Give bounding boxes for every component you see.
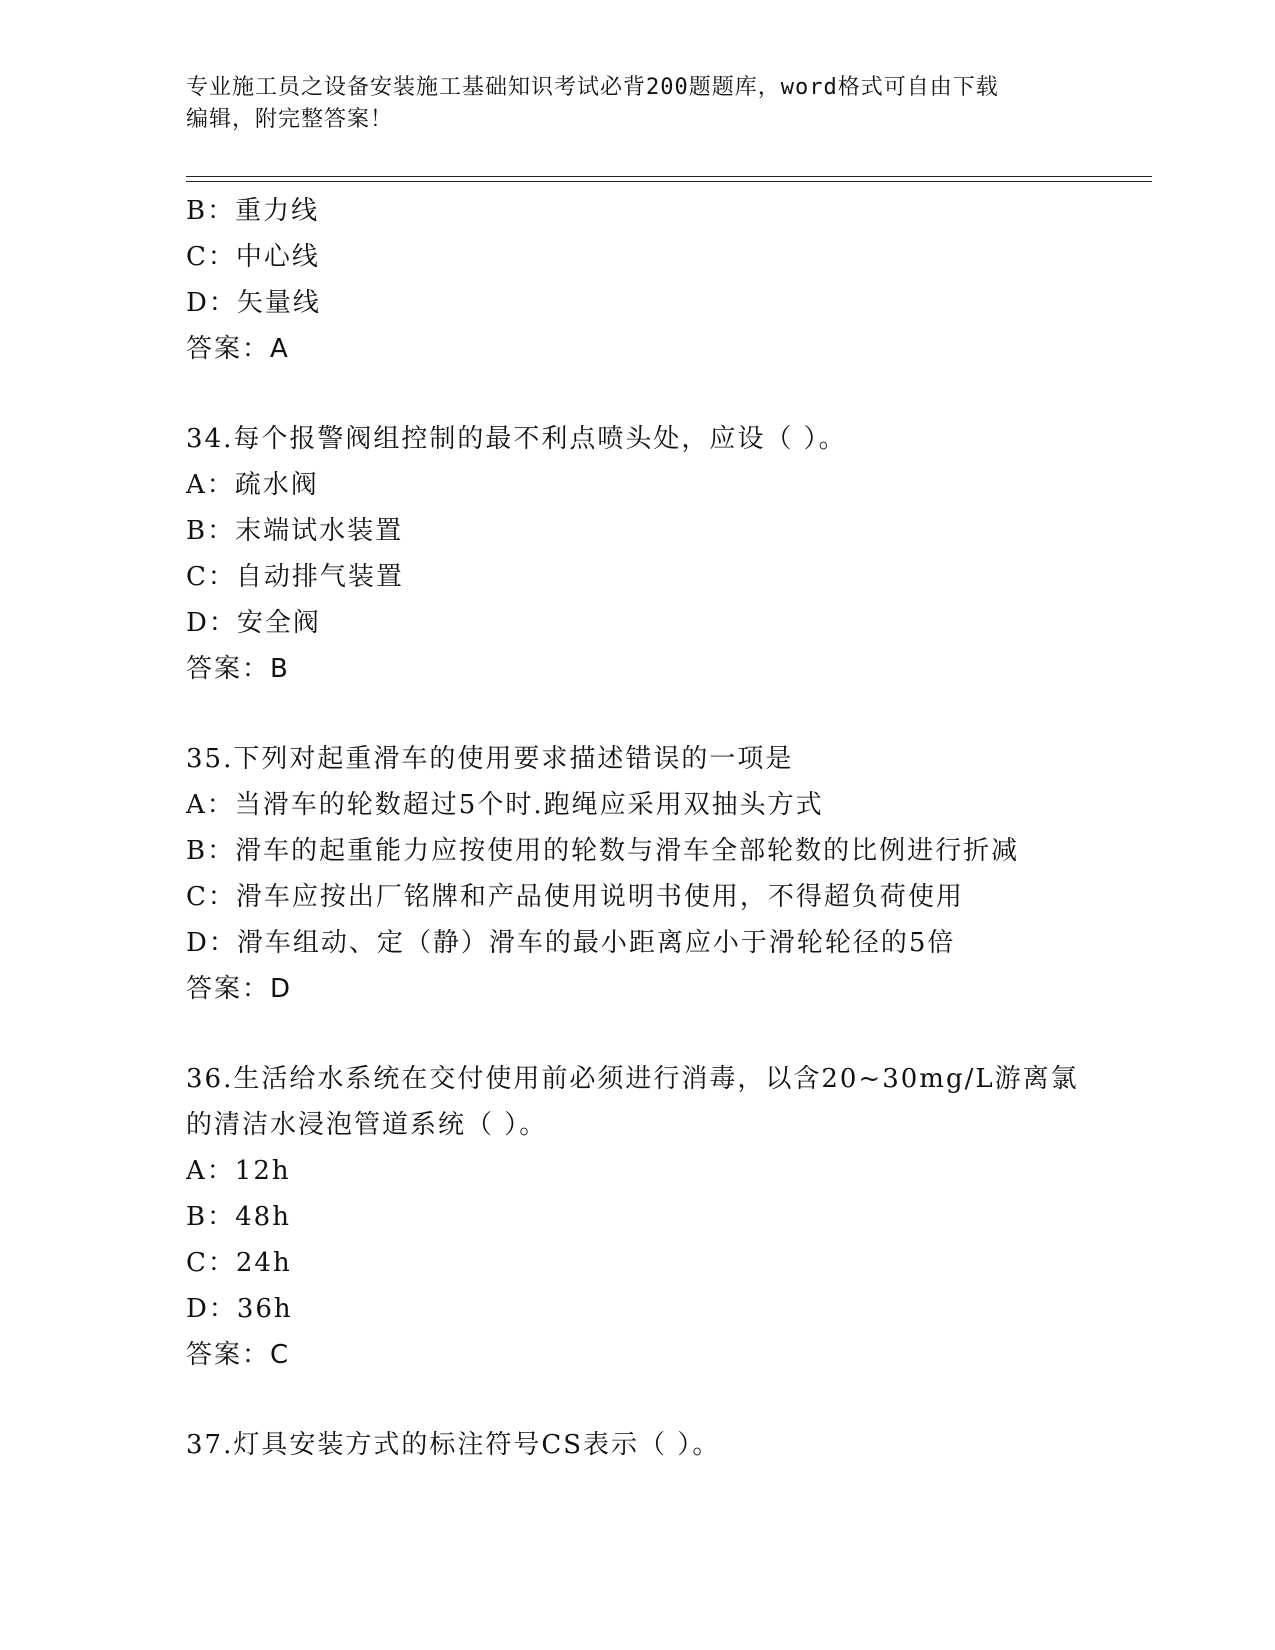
spacer (186, 692, 1146, 736)
option-d: D：滑车组动、定（静）滑车的最小距离应小于滑轮轮径的5倍 (186, 928, 956, 958)
question-block-37 (186, 1422, 1146, 1468)
header-title-line-2: 编辑，附完整答案！ (186, 107, 394, 132)
header-divider-bottom (186, 181, 1152, 182)
question-block-33 (186, 188, 1146, 372)
question-text-line-2: 的清洁水浸泡管道系统（ ）。 (186, 1110, 548, 1140)
answer-line: 答案：A (186, 334, 290, 364)
question-block-35 (186, 736, 1146, 1012)
option-a: A：当滑车的轮数超过5个时.跑绳应采用双抽头方式 (186, 790, 824, 820)
question-text: 34.每个报警阀组控制的最不利点喷头处，应设（ ）。 (186, 424, 847, 454)
header-title-line-1: 专业施工员之设备安装施工基础知识考试必背200题题库，word格式可自由下载 (186, 75, 999, 100)
option-d: D：矢量线 (186, 288, 321, 318)
question-block-34 (186, 416, 1146, 692)
question-block-36 (186, 1056, 1146, 1378)
option-b: B：重力线 (186, 196, 320, 226)
option-d: D：安全阀 (186, 608, 321, 638)
option-c: C：中心线 (186, 242, 320, 272)
question-text: 37.灯具安装方式的标注符号CS表示（ ）。 (186, 1430, 721, 1460)
question-text-line-1: 36.生活给水系统在交付使用前必须进行消毒，以含20~30mg/L游离氯 (186, 1064, 1079, 1094)
question-list (186, 188, 1146, 1468)
header-divider-top (186, 176, 1152, 177)
option-d: D：36h (186, 1294, 293, 1324)
spacer (186, 372, 1146, 416)
spacer (186, 1012, 1146, 1056)
spacer (186, 1378, 1146, 1422)
option-b: B：48h (186, 1202, 291, 1232)
document-header (186, 72, 1086, 136)
answer-line: 答案：C (186, 1340, 291, 1370)
answer-line: 答案：D (186, 974, 293, 1004)
option-b: B：滑车的起重能力应按使用的轮数与滑车全部轮数的比例进行折减 (186, 836, 1020, 866)
option-b: B：末端试水装置 (186, 516, 404, 546)
question-text: 35.下列对起重滑车的使用要求描述错误的一项是 (186, 744, 794, 774)
option-a: A：疏水阀 (186, 470, 319, 500)
option-c: C：24h (186, 1248, 292, 1278)
option-a: A：12h (186, 1156, 291, 1186)
answer-line: 答案：B (186, 654, 290, 684)
option-c: C：滑车应按出厂铭牌和产品使用说明书使用，不得超负荷使用 (186, 882, 964, 912)
option-c: C：自动排气装置 (186, 562, 404, 592)
